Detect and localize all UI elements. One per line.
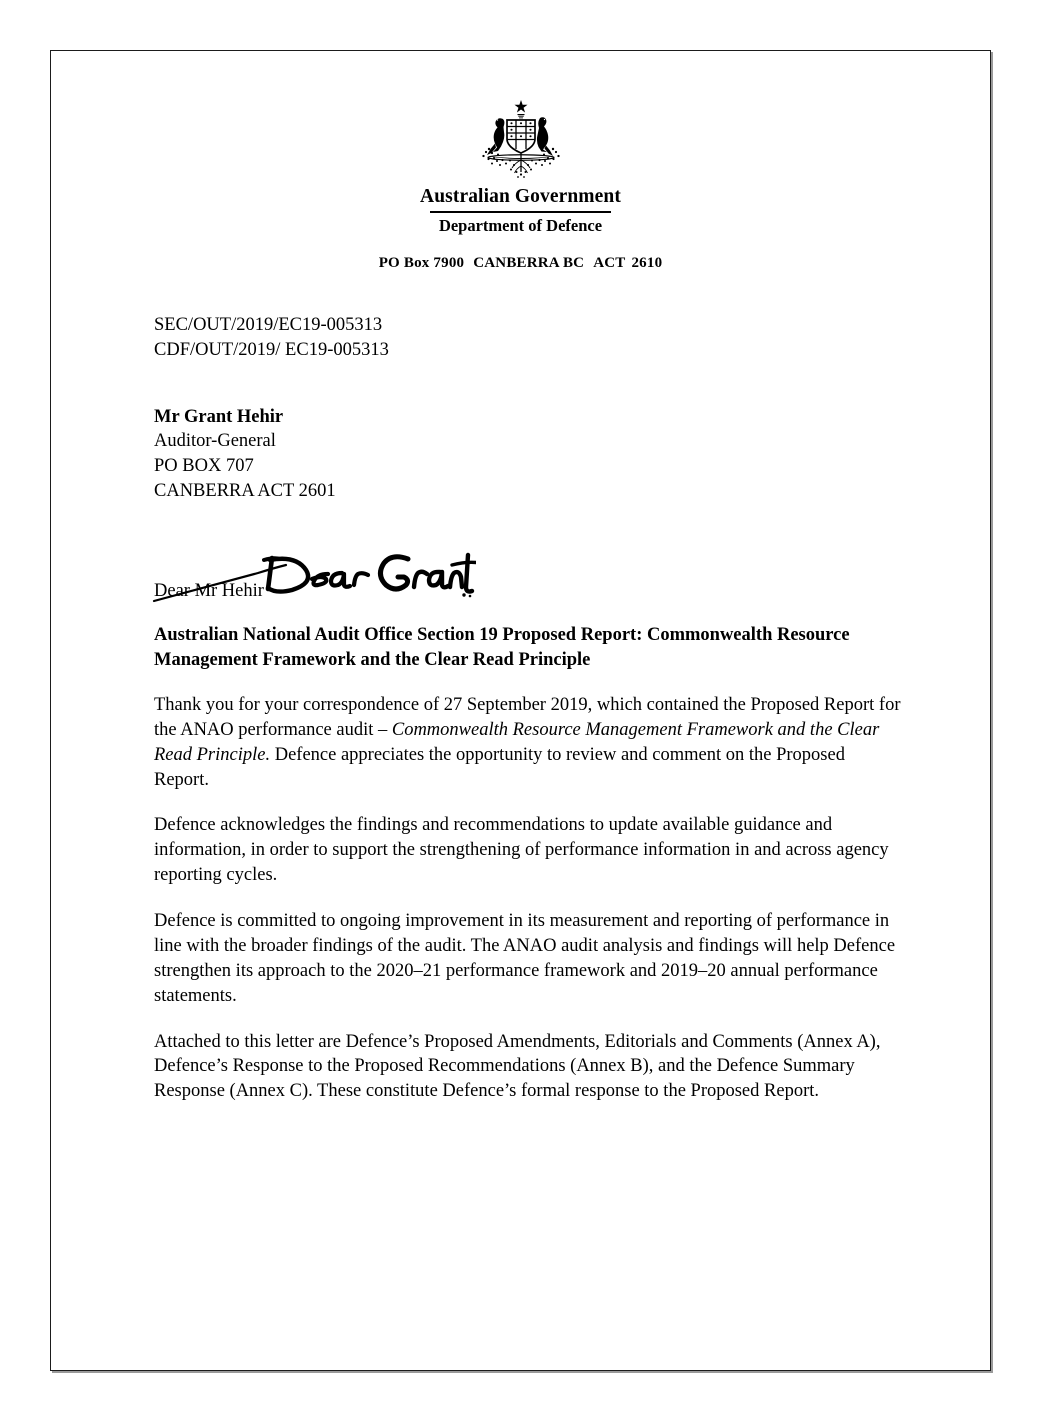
- government-name: Australian Government: [420, 186, 621, 207]
- salutation-block: [154, 549, 902, 609]
- postal-address: [51, 255, 990, 272]
- audit-title-italic: Commonwealth Resource Management Framework and the Clear Read Principle.: [154, 719, 880, 765]
- document-page: [50, 50, 991, 1371]
- paragraph-commitment: Defence is committed to ongoing improvement in its measurement and reporting of performance in line with the broader findings of the audit. The ANAO audit analysis and findings will help Defence strengthen its approach to the 2020–21 performance framework and 2019–20 annual performance statements.: [154, 911, 896, 1006]
- postal-po-box: PO Box 7900: [378, 255, 465, 272]
- paragraph-acknowledgement: [154, 693, 902, 793]
- reference-line-cdf: CDF/OUT/2019/ EC19-005313: [154, 340, 389, 360]
- australian-coat-of-arms-icon: [467, 97, 575, 179]
- addressee-name: Mr Grant Hehir: [154, 406, 284, 427]
- addressee-city: CANBERRA ACT 2601: [154, 480, 336, 501]
- letterhead-divider: [430, 211, 611, 213]
- paragraph-attachments: Attached to this letter are Defence’s Proposed Amendments, Editorials and Comments (Annex A), Defence’s Response to the Proposed Recommendations (Annex B), and the Defence Summary Response (Annex C). These constitute Defence’s formal response to the Proposed Report.: [154, 1031, 881, 1102]
- p1-text-before-italic: Thank you for your correspondence of 27 September 2019, which contained the Proposed Report for the ANAO performance audit –: [154, 694, 901, 740]
- letterhead: [51, 51, 990, 272]
- addressee-po-box: PO BOX 707: [154, 455, 254, 476]
- addressee-block: [154, 405, 902, 503]
- paragraph-findings: Defence acknowledges the findings and recommendations to update available guidance and information, in order to support the strengthening of performance information in and across agency reporting cycles.: [154, 815, 889, 886]
- postal-state: ACT: [593, 255, 626, 272]
- subject-heading: Australian National Audit Office Section 19 Proposed Report: Commonwealth Resource Management Framework and the Clear Read Principle: [154, 625, 850, 670]
- postal-postcode: 2610: [631, 255, 663, 272]
- addressee-title: Auditor-General: [154, 431, 276, 452]
- letter-content: [51, 313, 990, 1104]
- salutation-typed: Dear Mr Hehir: [154, 581, 264, 602]
- reference-numbers: [154, 313, 902, 363]
- reference-line-sec: SEC/OUT/2019/EC19-005313: [154, 315, 383, 336]
- department-name: Department of Defence: [438, 216, 603, 236]
- postal-city: CANBERRA BC: [473, 255, 585, 272]
- p1-text-after-italic: Defence appreciates the opportunity to review and comment on the Proposed Report.: [154, 744, 845, 790]
